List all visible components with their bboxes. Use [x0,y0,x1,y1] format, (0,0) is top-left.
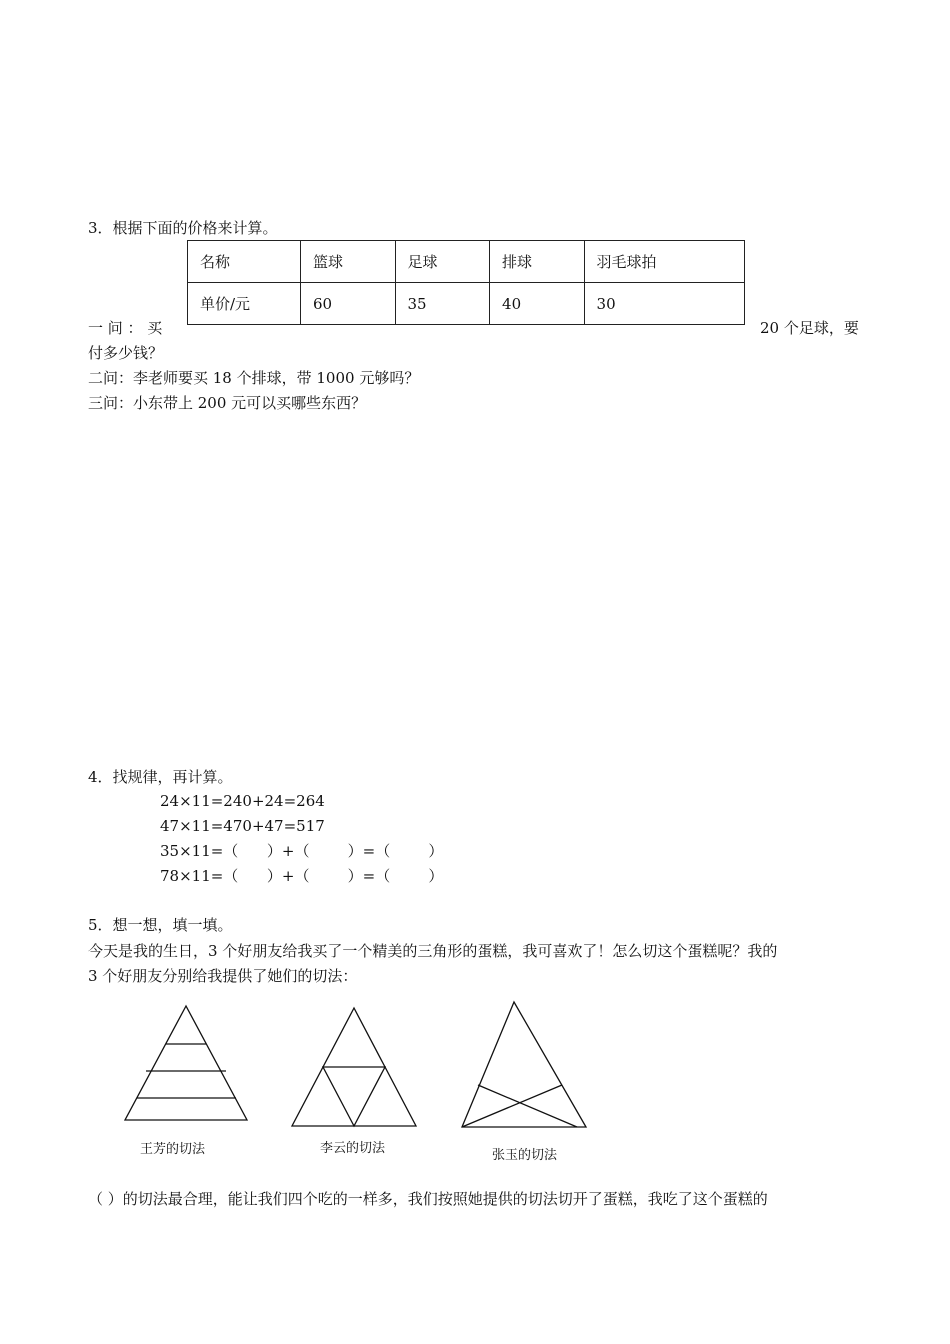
table-cell: 单价/元 [188,283,301,325]
q5-title: 5．想一想，填一填。 [88,916,233,934]
q4-line-2: 47×11=470+47=517 [160,817,325,835]
q5-para-2: 3 个好朋友分别给我提供了她们的切法： [88,967,358,985]
triangle-zhangyu [462,1002,586,1127]
caption-zhangyu: 张玉的切法 [492,1148,558,1163]
cut-line [478,1085,577,1127]
table-cell: 30 [584,283,744,325]
table-cell: 名称 [188,241,301,283]
q4-line-4: 78×11=（ ）+（ ）=（ ） [160,867,444,885]
q4-title: 4．找规律，再计算。 [88,768,233,786]
table-cell: 35 [395,283,490,325]
table-cell: 篮球 [301,241,396,283]
q5-last-line: （ ）的切法最合理，能让我们四个吃的一样多，我们按照她提供的切法切开了蛋糕，我吃了这个蛋糕的 [88,1190,768,1208]
q3-sub1-cont: 付多少钱？ [88,344,164,362]
table-cell: 60 [301,283,396,325]
table-cell: 40 [490,283,585,325]
inner-triangle [323,1067,385,1126]
q3-sub1-left: 一 问 ： 买 [88,319,163,337]
q3-sub2: 二问：李老师要买 18 个排球，带 1000 元够吗？ [88,369,420,387]
q3-title: 3．根据下面的价格来计算。 [88,219,278,237]
q3-sub1-right: 20 个足球，要 [760,319,859,337]
table-cell: 羽毛球拍 [584,241,744,283]
triangle-wangfang [125,1006,247,1120]
caption-wangfang: 王芳的切法 [140,1142,206,1157]
table-cell: 足球 [395,241,490,283]
table-cell: 排球 [490,241,585,283]
caption-liyun: 李云的切法 [320,1141,386,1156]
q3-sub3: 三问：小东带上 200 元可以买哪些东西？ [88,394,367,412]
q4-line-3: 35×11=（ ）+（ ）=（ ） [160,842,444,860]
q4-line-1: 24×11=240+24=264 [160,792,325,810]
q5-para-1: 今天是我的生日，3 个好朋友给我买了一个精美的三角形的蛋糕，我可喜欢了！怎么切这个蛋糕呢？我的 [88,942,778,960]
